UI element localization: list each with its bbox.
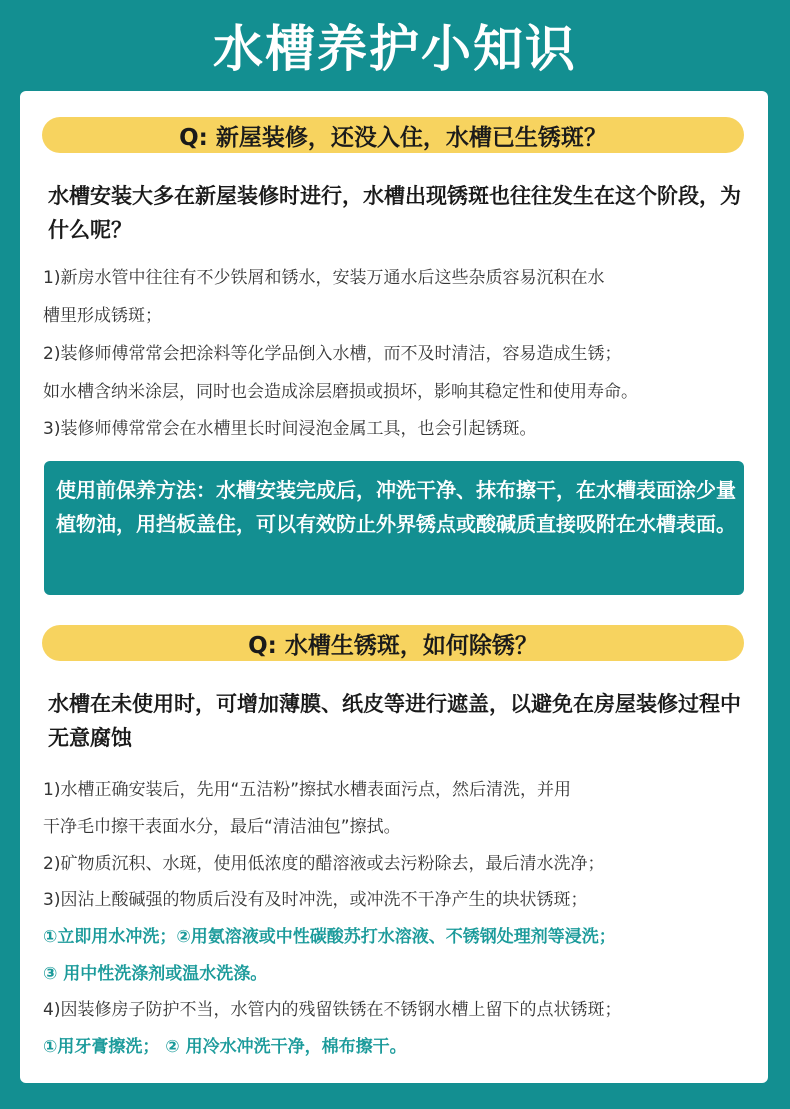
s2-line-5: ①立即用水冲洗；②用氨溶液或中性碳酸苏打水溶液、不锈钢处理剂等浸洗； xyxy=(43,927,616,947)
section-2-lead: 水槽在未使用时，可增加薄膜、纸皮等进行遮盖，以避免在房屋装修过程中无意腐蚀 xyxy=(48,692,741,750)
maintenance-tip-text: 使用前保养方法：水槽安装完成后，冲洗干净、抹布擦干，在水槽表面涂少量植物油，用挡板盖住，可以有效防止外界锈点或酸碱质直接吸附在水槽表面。 xyxy=(56,478,736,536)
s2-line-8: ①用牙膏擦洗； ② 用冷水冲洗干净，棉布擦干。 xyxy=(43,1037,407,1057)
maintenance-tip-box xyxy=(44,461,744,595)
s1-line-4: 如水槽含纳米涂层，同时也会造成涂层磨损或损坏，影响其稳定性和使用寿命。 xyxy=(43,382,638,402)
s2-line-3: 2)矿物质沉积、水斑，使用低浓度的醋溶液或去污粉除去，最后清水洗净； xyxy=(43,854,605,874)
s2-line-4: 3)因沾上酸碱强的物质后没有及时冲洗，或冲洗不干净产生的块状锈斑； xyxy=(43,890,588,910)
s1-line-2: 槽里形成锈斑； xyxy=(43,306,162,326)
section-1-lead: 水槽安装大多在新屋装修时进行，水槽出现锈斑也往往发生在这个阶段，为什么呢？ xyxy=(48,184,741,242)
page-title: 水槽养护小知识 xyxy=(213,20,577,78)
s2-line-6: ③ 用中性洗涤剂或温水洗涤。 xyxy=(43,964,268,984)
question-1: Q: 新屋装修，还没入住，水槽已生锈斑？ xyxy=(42,117,744,153)
s2-line-7: 4)因装修房子防护不当，水管内的残留铁锈在不锈钢水槽上留下的点状锈斑； xyxy=(43,1000,622,1020)
s2-line-1: 1)水槽正确安装后，先用“五洁粉”擦拭水槽表面污点，然后清洗，并用 xyxy=(43,780,572,800)
content-card xyxy=(20,91,768,1083)
s1-line-3: 2)装修师傅常常会把涂料等化学品倒入水槽，而不及时清洁，容易造成生锈； xyxy=(43,344,622,364)
s1-line-5: 3)装修师傅常常会在水槽里长时间浸泡金属工具，也会引起锈斑。 xyxy=(43,419,537,439)
question-2: Q: 水槽生锈斑，如何除锈？ xyxy=(42,625,744,661)
s1-line-1: 1)新房水管中往往有不少铁屑和锈水，安装万通水后这些杂质容易沉积在水 xyxy=(43,268,605,288)
s2-line-2: 干净毛巾擦干表面水分，最后“清洁油包”擦拭。 xyxy=(43,817,401,837)
